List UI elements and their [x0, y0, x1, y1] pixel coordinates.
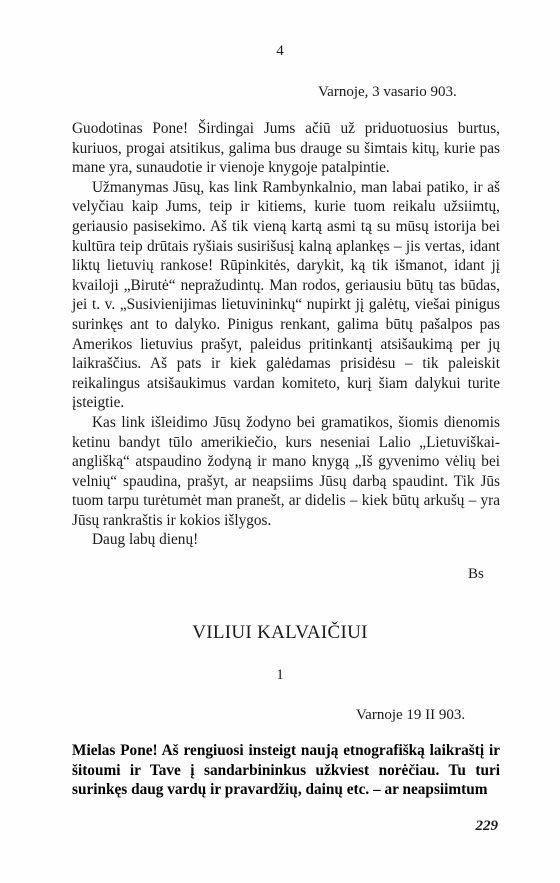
letter-body: [72, 741, 500, 800]
letter-paragraph: Guodotinas Pone! Širdingai Jums ačiū už priduotuosius burtus, kuriuos, progai atsitikus, galima bus drauge su šimtais kitų, kurie pas mane yra, sunaudotie ir vienoje knygoje patalpintie.: [72, 120, 500, 177]
letter-paragraph: Kas link išleidimo Jūsų žodyno bei gramatikos, šiomis dienomis ketinu bandyt tūlo amerikiečio, kurs neseniai Lalio „Lietuviškai-angliškąׅ“ atspaudino žodyną ir mano knygą „Iš gyvenimo vėlių bei velnių“ spaudina, prašyt, ar neapsiims Jūsų darbą spaudint. Tik Jūs tuom tarpu turėtumėt man pranešt, ar didelis – kiek būtų arkušų – yra Jūsų rankraštis ir kokios išlygos.: [72, 413, 500, 529]
page-number: 229: [475, 818, 498, 834]
letter-closing: Daug labų dienų!: [92, 531, 199, 549]
letter-dateline: Varnoje 19 II 903.: [356, 707, 466, 723]
letter-signature: Bs: [468, 566, 484, 582]
letter-number: 4: [276, 43, 284, 59]
letter-body: [72, 119, 500, 550]
letter-paragraph: Mielas Pone! Aš rengiuosi insteigt naują etnografišką laikraštį ir šitoumi ir Tave į sandarbininkus užkviest norėčiau. Tu turi surinkęs daug vardų ir pravardžių, dainų etc. – ar neapsiimtum: [72, 742, 500, 799]
letter-dateline: Varnoje, 3 vasario 903.: [318, 84, 457, 100]
letter-number: 1: [276, 667, 284, 683]
section-title: VILIUI KALVAIČIUI: [192, 622, 368, 643]
letter-paragraph: Užmanymas Jūsų, kas link Rambynkalnio, man labai patiko, ir aš velyčiau kaip Jums, teip ir kitiems, kurie tuom reikalu užsiimtų, geriausio pasisekimo. Aš tik vieną kartą asmi tą su mūsų istorija bei kultūra teip drūtais ryšiais susirišusį kalną aplankęs – jis vertas, idant liktų lietuvių rankose! Rūpinkitės, darykit, ką tik išmanot, idant jį kvailoji „Birutė“ nepražudintų. Man rodos, geriausiu būtų tas būdas, jei t. v. „Susivienijimas lietuvininkų“ nupirkt jį galėtų, viešai pinigus surinkęs ant to dalyko. Pinigus renkant, galima būtų pašalpos pas Amerikos lietuvius prašyt, paleidus pritinkantį atsišaukimą per jų laikraščius. Aš pats ir kiek galėdamas prisidėsu – tik paleiskit reikalingus atsišaukimus vardan komiteto, kurį šiam dalykui turite įsteigtie.: [72, 178, 500, 412]
